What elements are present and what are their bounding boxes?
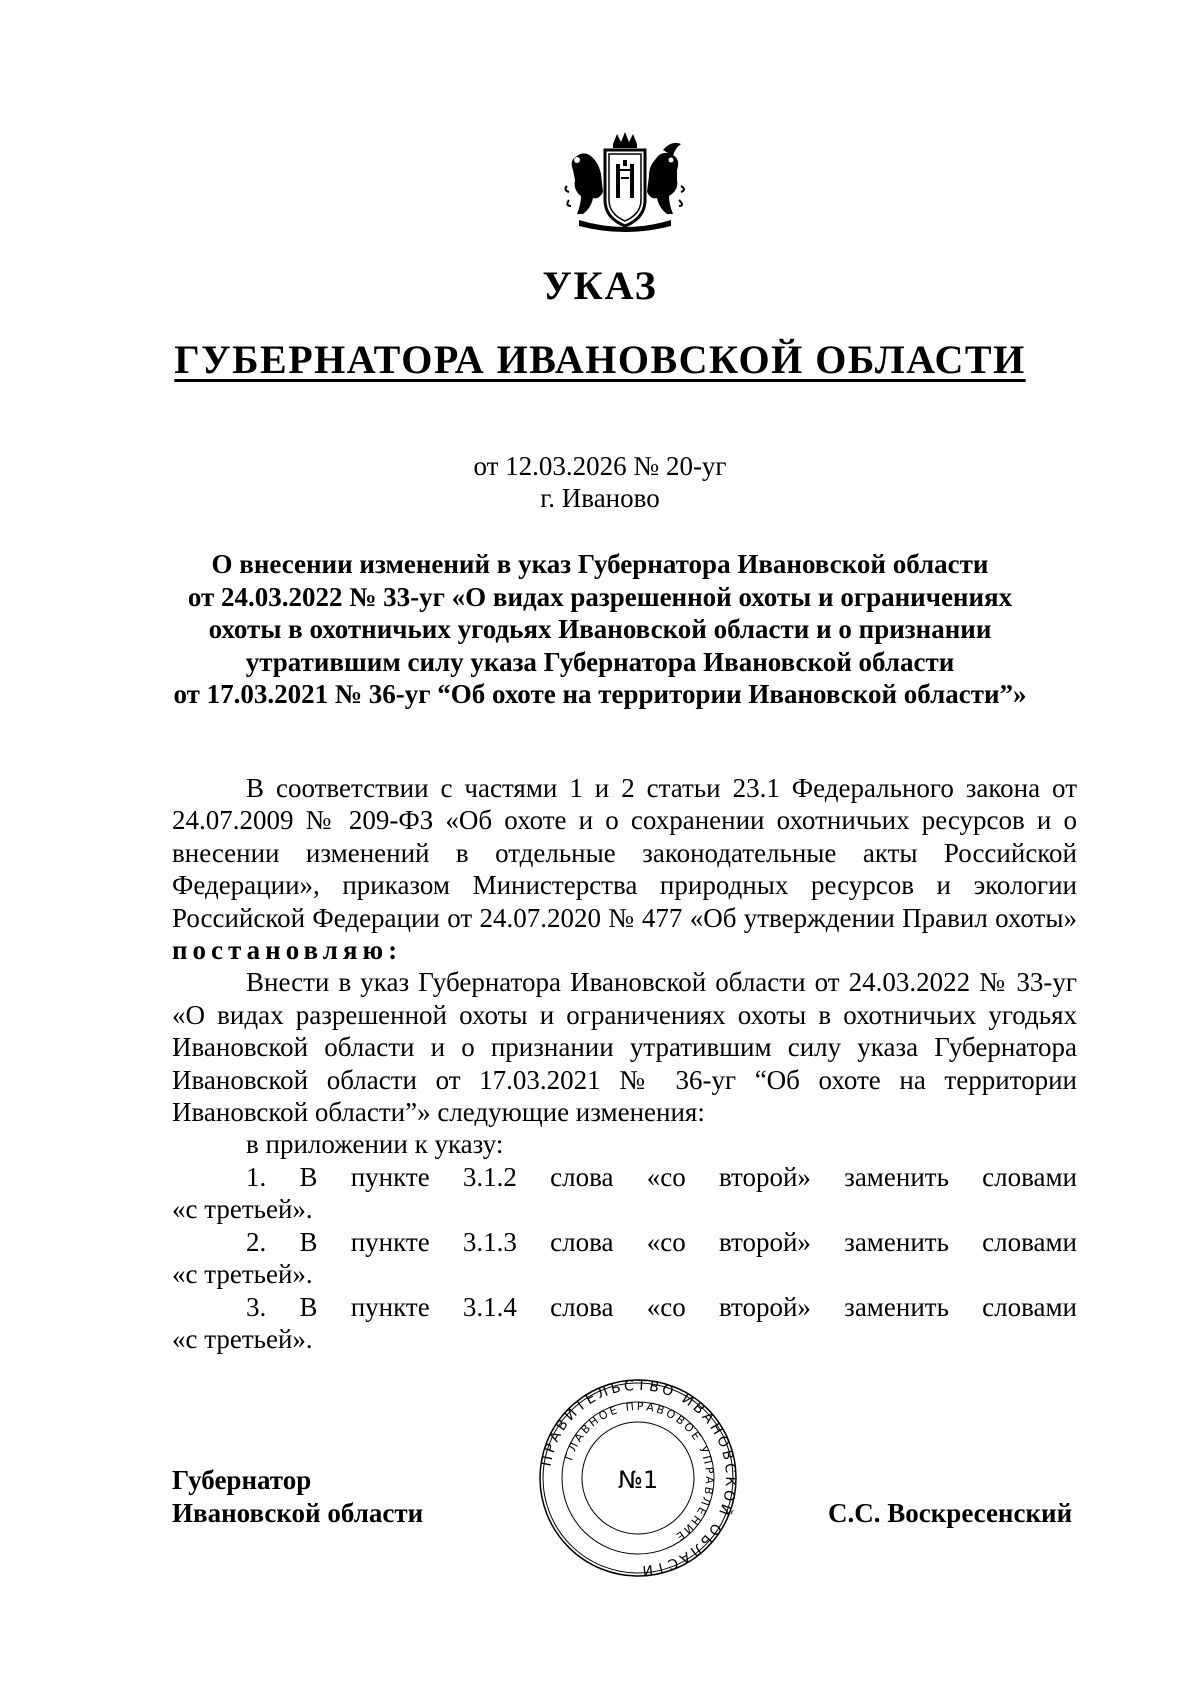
item-number: 3. — [246, 1291, 267, 1322]
signatory-position-line: Ивановской области — [172, 1498, 424, 1528]
signatory-name: С.С. Воскресенский — [828, 1498, 1073, 1528]
stamp-inner-text: ГЛАВНОЕ ПРАВОВОЕ УПРАВЛЕНИЕ — [562, 1399, 717, 1545]
subject-line: утратившим силу указа Губернатора Ивановской области — [245, 646, 955, 677]
amendment-item-2-continuation: «с третьей». — [172, 1259, 313, 1290]
item-word: «со — [646, 1291, 686, 1322]
item-word: «со — [646, 1226, 686, 1257]
item-number: 1. — [246, 1161, 267, 1192]
stamp-number: №1 — [617, 1466, 659, 1494]
item-word: заменить — [844, 1291, 949, 1322]
issuer-title-text: ГУБЕРНАТОРА ИВАНОВСКОЙ ОБЛАСТИ — [174, 337, 1026, 382]
annex-line: в приложении к указу: — [246, 1129, 504, 1160]
amendment-item-2 — [172, 1226, 1077, 1258]
item-word: пункте — [350, 1161, 430, 1192]
signatory-position — [172, 1464, 423, 1530]
item-word: В — [299, 1161, 318, 1192]
decree-word: постановляю: — [172, 935, 403, 966]
ivanovo-region-coat-of-arms-icon — [563, 130, 687, 234]
item-word: «со — [646, 1161, 686, 1192]
issuer-title — [0, 336, 1200, 384]
amendment-item-1 — [172, 1161, 1077, 1193]
item-word: слова — [550, 1161, 614, 1192]
item-word: В — [299, 1291, 318, 1322]
subject-line: О внесении изменений в указ Губернатора Ивановской области — [211, 549, 989, 579]
official-seal-stamp — [538, 1378, 738, 1578]
preamble-paragraph — [172, 772, 1077, 966]
item-word: второй» — [718, 1161, 811, 1192]
item-word: 3.1.3 — [462, 1226, 517, 1257]
item-word: пункте — [350, 1226, 430, 1257]
item-word: словами — [982, 1291, 1077, 1322]
subject-line: от 17.03.2021 № 36-уг “Об охоте на территории Ивановской области”» — [173, 679, 1027, 709]
item-word: заменить — [844, 1226, 949, 1257]
document-type-title: УКАЗ — [542, 263, 658, 308]
item-word: пункте — [350, 1291, 430, 1322]
amendment-paragraph: Внести в указ Губернатора Ивановской области от 24.03.2022 № 33-уг «О видах разрешенной охоты и ограничениях охоты в охотничьих угодьях Ивановской области и о признании утратившим силу указа Губернатора Ивановской области от 17.03.2021 № 36-уг “Об охоте на территории Ивановской области”» следующие изменения: — [172, 967, 1077, 1128]
item-word: заменить — [844, 1161, 949, 1192]
amendment-item-3-continuation: «с третьей». — [172, 1323, 313, 1354]
item-number: 2. — [246, 1226, 267, 1257]
item-word: 3.1.2 — [462, 1161, 517, 1192]
subject-line: от 24.03.2022 № 33-уг «О видах разрешенной охоты и ограничениях — [187, 581, 1013, 612]
item-word: В — [299, 1226, 318, 1257]
item-word: второй» — [718, 1291, 811, 1322]
item-word: 3.1.4 — [462, 1291, 517, 1322]
decree-date-number: от 12.03.2026 № 20-уг — [473, 451, 727, 481]
signatory-position-line: Губернатор — [172, 1465, 312, 1495]
subject-line: охоты в охотничьих угодьях Ивановской области и о признании — [208, 614, 992, 644]
preamble-text: В соответствии с частями 1 и 2 статьи 23.1 Федерального закона от 24.07.2009 № 209-ФЗ «Об охоте и о сохранении охотничьих ресурсов и о внесении изменений в отдельные законодательные акты Российской Федерации», приказом Министерства природных ресурсов и экологии Российской Федерации от 24.07.2020 № 477 «Об утверждении Правил охоты» — [172, 773, 1077, 933]
item-word: словами — [982, 1226, 1077, 1257]
decree-body — [172, 772, 1077, 1355]
amendment-item-1-continuation: «с третьей». — [172, 1194, 313, 1225]
item-word: слова — [550, 1226, 614, 1257]
decree-subject — [120, 548, 1080, 711]
item-word: второй» — [718, 1226, 811, 1257]
stamp-outer-text: ПРАВИТЕЛЬСТВО ИВАНОВСКОЙ ОБЛАСТИ — [538, 1378, 738, 1578]
decree-city: г. Иваново — [540, 483, 660, 513]
item-word: словами — [982, 1161, 1077, 1192]
item-word: слова — [550, 1291, 614, 1322]
amendment-item-3 — [172, 1291, 1077, 1323]
